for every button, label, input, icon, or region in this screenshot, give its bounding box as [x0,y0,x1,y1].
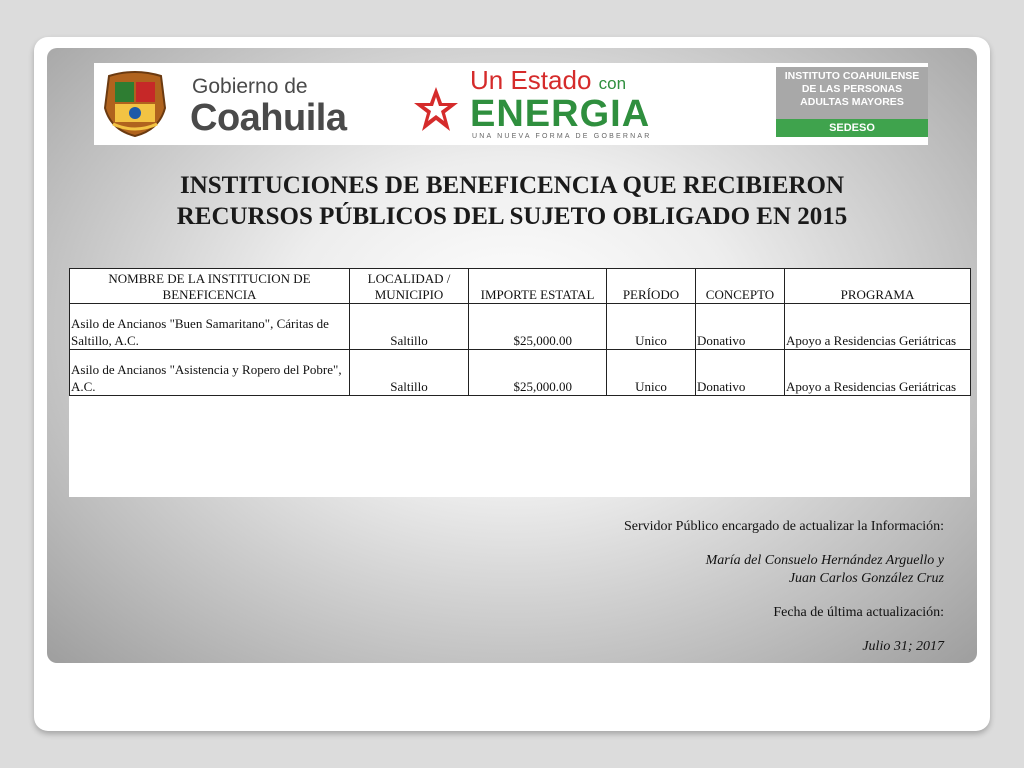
sedeso-label: SEDESO [776,119,928,137]
institute-line2: DE LAS PERSONAS [801,83,903,95]
institute-line1: INSTITUTO COAHUILENSE [784,70,920,82]
header-nombre: NOMBRE DE LA INSTITUCION DE BENEFICENCIA [70,269,350,304]
campaign-un-estado: Un Estado [470,65,592,95]
updated-date: Julio 31; 2017 [862,639,944,654]
table-header-row [70,269,971,304]
institute-logo-box [776,67,928,119]
responsible-label: Servidor Público encargado de actualizar la Información: [623,519,944,534]
institute-line3: ADULTAS MAYORES [800,96,904,108]
campaign-top-text [470,65,626,96]
campaign-con: con [598,74,627,93]
campaign-tagline: UNA NUEVA FORMA DE GOBERNAR [472,133,652,140]
coahuila-seal-icon [99,68,171,138]
header-concepto: CONCEPTO [696,269,785,304]
spacer [624,536,944,552]
institutions-table-area [69,268,970,497]
institutions-table [69,268,971,396]
title-line1: INSTITUCIONES DE BENEFICENCIA QUE RECIBIERON [179,172,845,199]
table-row [70,350,971,396]
cell-localidad: Saltillo [350,304,469,350]
campaign-energia: ENERGIA [470,93,651,135]
cell-importe: $25,000.00 [469,304,607,350]
spacer [624,588,944,604]
header-localidad: LOCALIDAD / MUNICIPIO [350,269,469,304]
cell-nombre: Asilo de Ancianos "Buen Samaritano", Cáritas de Saltillo, A.C. [70,304,350,350]
header-programa: PROGRAMA [785,269,971,304]
page-title [47,170,977,232]
gobierno-label: Gobierno de [192,75,308,98]
responsible-name-2: Juan Carlos González Cruz [788,571,944,586]
cell-periodo: Unico [607,350,696,396]
updated-label: Fecha de última actualización: [773,605,944,620]
header-importe: IMPORTE ESTATAL [469,269,607,304]
spacer [624,622,944,638]
update-info [624,518,944,656]
cell-importe: $25,000.00 [469,350,607,396]
responsible-name-1: María del Consuelo Hernández Arguello y [705,553,944,568]
coahuila-label: Coahuila [190,97,347,139]
table-row [70,304,971,350]
cell-programa: Apoyo a Residencias Geriátricas [785,350,971,396]
cell-concepto: Donativo [696,304,785,350]
header-banner [94,63,928,145]
title-line2: RECURSOS PÚBLICOS DEL SUJETO OBLIGADO EN 2015 [176,203,848,230]
energy-star-icon [412,85,460,133]
cell-programa: Apoyo a Residencias Geriátricas [785,304,971,350]
header-periodo: PERÍODO [607,269,696,304]
cell-nombre: Asilo de Ancianos "Asistencia y Ropero del Pobre", A.C. [70,350,350,396]
cell-periodo: Unico [607,304,696,350]
cell-localidad: Saltillo [350,350,469,396]
cell-concepto: Donativo [696,350,785,396]
